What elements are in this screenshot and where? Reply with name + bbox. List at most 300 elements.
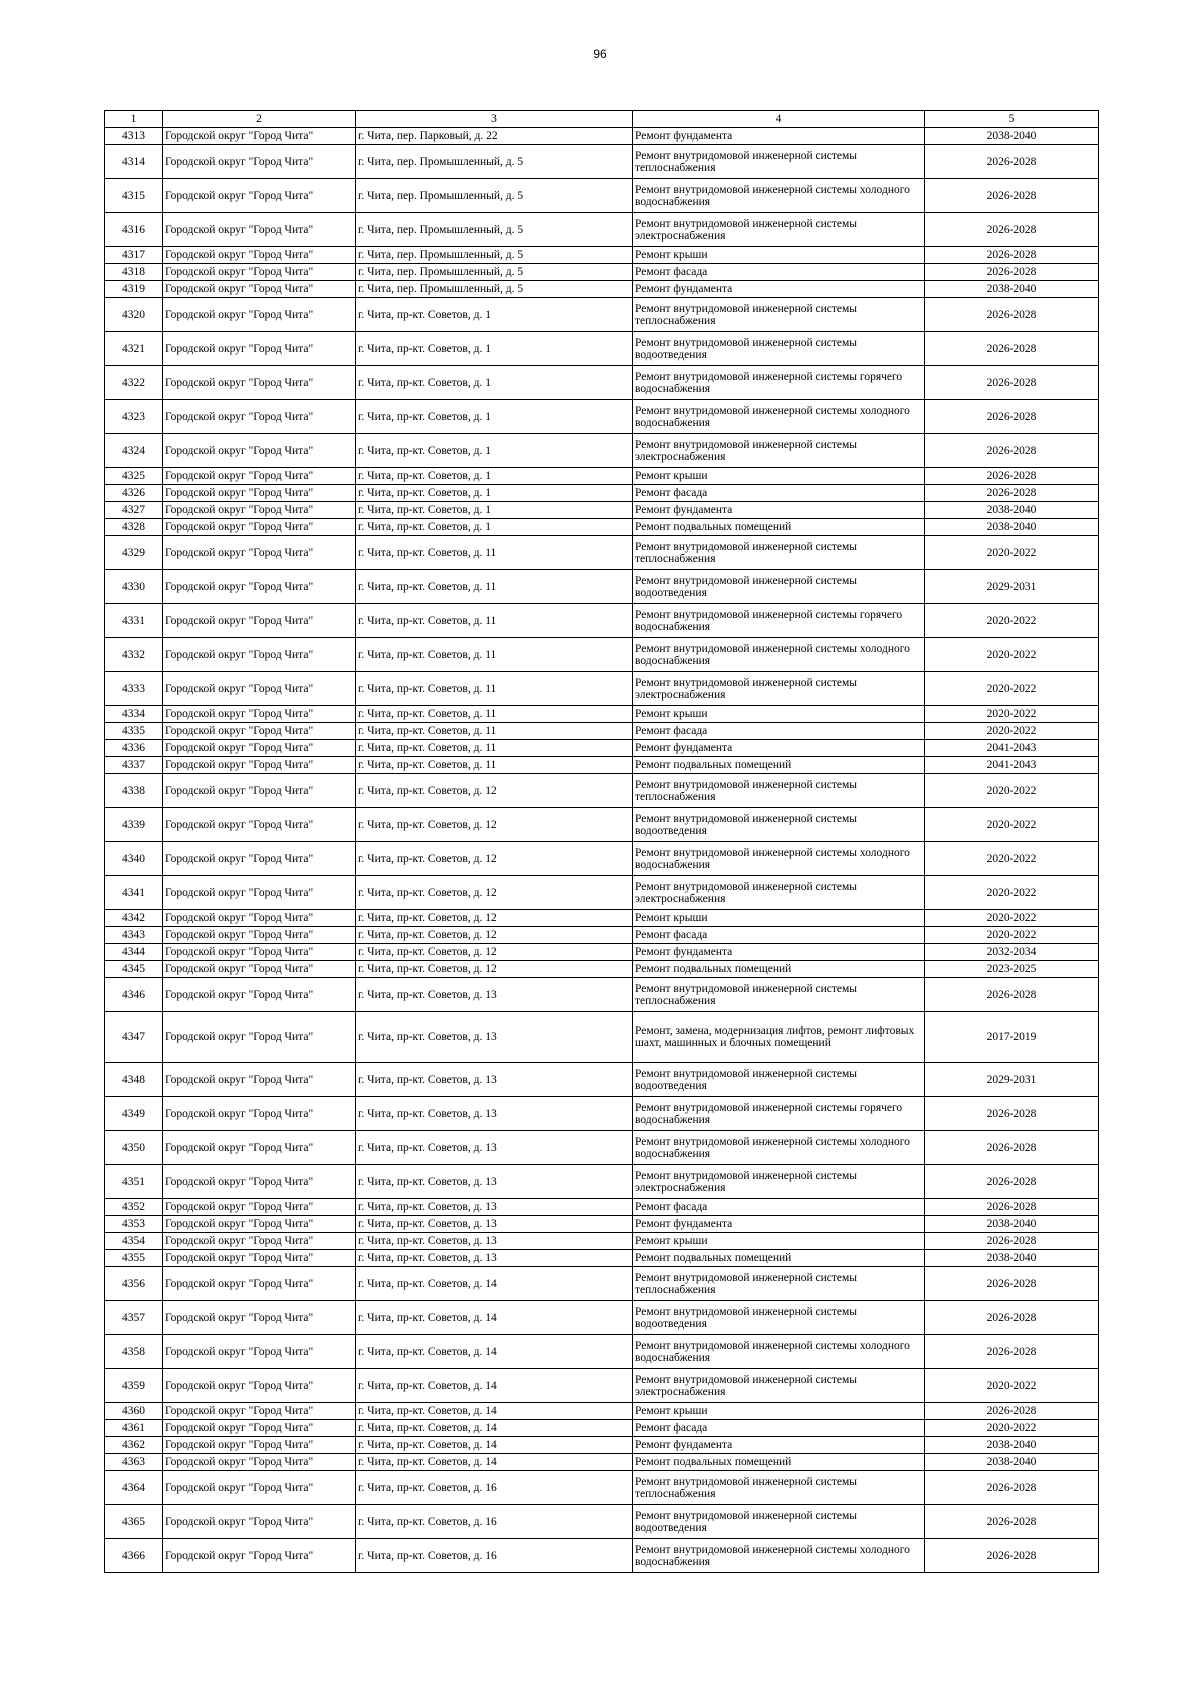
- row-number-cell: 4334: [105, 706, 163, 723]
- row-number-cell: 4337: [105, 757, 163, 774]
- period-cell: 2038-2040: [925, 519, 1099, 536]
- work-type-cell: Ремонт подвальных помещений: [633, 757, 925, 774]
- period-cell: 2041-2043: [925, 740, 1099, 757]
- work-type-cell: Ремонт фундамента: [633, 281, 925, 298]
- table-row: [105, 842, 1099, 876]
- municipality-cell: Городской округ "Город Чита": [163, 281, 356, 298]
- work-type-cell: Ремонт фасада: [633, 723, 925, 740]
- municipality-cell: Городской округ "Город Чита": [163, 536, 356, 570]
- column-header: 5: [925, 111, 1099, 128]
- work-type-cell: Ремонт крыши: [633, 468, 925, 485]
- table-row: [105, 604, 1099, 638]
- table-row: [105, 1420, 1099, 1437]
- row-number-cell: 4332: [105, 638, 163, 672]
- work-type-cell: Ремонт внутридомовой инженерной системы холодного водоснабжения: [633, 1539, 925, 1573]
- work-type-cell: Ремонт фундамента: [633, 1216, 925, 1233]
- work-type-cell: Ремонт фасада: [633, 264, 925, 281]
- municipality-cell: Городской округ "Город Чита": [163, 570, 356, 604]
- address-cell: г. Чита, пр-кт. Советов, д. 1: [356, 502, 633, 519]
- address-cell: г. Чита, пр-кт. Советов, д. 13: [356, 1131, 633, 1165]
- municipality-cell: Городской округ "Город Чита": [163, 1505, 356, 1539]
- address-cell: г. Чита, пр-кт. Советов, д. 11: [356, 536, 633, 570]
- row-number-cell: 4336: [105, 740, 163, 757]
- period-cell: 2026-2028: [925, 1233, 1099, 1250]
- table-row: [105, 1233, 1099, 1250]
- row-number-cell: 4355: [105, 1250, 163, 1267]
- work-type-cell: Ремонт фасада: [633, 1420, 925, 1437]
- table-row: [105, 332, 1099, 366]
- row-number-cell: 4318: [105, 264, 163, 281]
- table-row: [105, 757, 1099, 774]
- period-cell: 2020-2022: [925, 604, 1099, 638]
- row-number-cell: 4321: [105, 332, 163, 366]
- table-row: [105, 502, 1099, 519]
- municipality-cell: Городской округ "Город Чита": [163, 128, 356, 145]
- address-cell: г. Чита, пр-кт. Советов, д. 14: [356, 1420, 633, 1437]
- header-row: [105, 111, 1099, 128]
- work-type-cell: Ремонт внутридомовой инженерной системы теплоснабжения: [633, 1471, 925, 1505]
- row-number-cell: 4357: [105, 1301, 163, 1335]
- period-cell: 2026-2028: [925, 1471, 1099, 1505]
- municipality-cell: Городской округ "Город Чита": [163, 910, 356, 927]
- period-cell: 2026-2028: [925, 485, 1099, 502]
- table-row: [105, 570, 1099, 604]
- period-cell: 2026-2028: [925, 468, 1099, 485]
- address-cell: г. Чита, пр-кт. Советов, д. 12: [356, 876, 633, 910]
- address-cell: г. Чита, пр-кт. Советов, д. 12: [356, 808, 633, 842]
- municipality-cell: Городской округ "Город Чита": [163, 1199, 356, 1216]
- period-cell: 2041-2043: [925, 757, 1099, 774]
- row-number-cell: 4331: [105, 604, 163, 638]
- address-cell: г. Чита, пр-кт. Советов, д. 12: [356, 842, 633, 876]
- table-row: [105, 400, 1099, 434]
- table-row: [105, 264, 1099, 281]
- row-number-cell: 4358: [105, 1335, 163, 1369]
- work-type-cell: Ремонт подвальных помещений: [633, 519, 925, 536]
- address-cell: г. Чита, пр-кт. Советов, д. 11: [356, 723, 633, 740]
- row-number-cell: 4353: [105, 1216, 163, 1233]
- period-cell: 2020-2022: [925, 706, 1099, 723]
- row-number-cell: 4345: [105, 961, 163, 978]
- municipality-cell: Городской округ "Город Чита": [163, 366, 356, 400]
- work-type-cell: Ремонт фундамента: [633, 1437, 925, 1454]
- municipality-cell: Городской округ "Город Чита": [163, 604, 356, 638]
- municipality-cell: Городской округ "Город Чита": [163, 876, 356, 910]
- work-type-cell: Ремонт внутридомовой инженерной системы холодного водоснабжения: [633, 179, 925, 213]
- work-type-cell: Ремонт внутридомовой инженерной системы электроснабжения: [633, 1165, 925, 1199]
- period-cell: 2038-2040: [925, 128, 1099, 145]
- work-type-cell: Ремонт крыши: [633, 1233, 925, 1250]
- address-cell: г. Чита, пр-кт. Советов, д. 12: [356, 910, 633, 927]
- period-cell: 2026-2028: [925, 1505, 1099, 1539]
- table-row: [105, 1505, 1099, 1539]
- table-row: [105, 1216, 1099, 1233]
- period-cell: 2026-2028: [925, 247, 1099, 264]
- work-type-cell: Ремонт внутридомовой инженерной системы электроснабжения: [633, 213, 925, 247]
- municipality-cell: Городской округ "Город Чита": [163, 1471, 356, 1505]
- period-cell: 2038-2040: [925, 1250, 1099, 1267]
- period-cell: 2026-2028: [925, 213, 1099, 247]
- table-row: [105, 1097, 1099, 1131]
- table-row: [105, 1165, 1099, 1199]
- municipality-cell: Городской округ "Город Чита": [163, 247, 356, 264]
- work-type-cell: Ремонт, замена, модернизация лифтов, ремонт лифтовых шахт, машинных и блочных помещений: [633, 1012, 925, 1063]
- period-cell: 2026-2028: [925, 1335, 1099, 1369]
- address-cell: г. Чита, пр-кт. Советов, д. 13: [356, 1165, 633, 1199]
- period-cell: 2038-2040: [925, 1437, 1099, 1454]
- address-cell: г. Чита, пр-кт. Советов, д. 14: [356, 1403, 633, 1420]
- table-row: [105, 213, 1099, 247]
- address-cell: г. Чита, пр-кт. Советов, д. 14: [356, 1267, 633, 1301]
- period-cell: 2026-2028: [925, 978, 1099, 1012]
- period-cell: 2020-2022: [925, 536, 1099, 570]
- municipality-cell: Городской округ "Город Чита": [163, 1216, 356, 1233]
- work-type-cell: Ремонт внутридомовой инженерной системы горячего водоснабжения: [633, 604, 925, 638]
- municipality-cell: Городской округ "Город Чита": [163, 1131, 356, 1165]
- address-cell: г. Чита, пр-кт. Советов, д. 11: [356, 757, 633, 774]
- table-row: [105, 1471, 1099, 1505]
- address-cell: г. Чита, пр-кт. Советов, д. 1: [356, 468, 633, 485]
- table-row: [105, 468, 1099, 485]
- address-cell: г. Чита, пр-кт. Советов, д. 13: [356, 1233, 633, 1250]
- table-row: [105, 1131, 1099, 1165]
- row-number-cell: 4366: [105, 1539, 163, 1573]
- work-type-cell: Ремонт крыши: [633, 1403, 925, 1420]
- row-number-cell: 4335: [105, 723, 163, 740]
- row-number-cell: 4341: [105, 876, 163, 910]
- work-type-cell: Ремонт внутридомовой инженерной системы водоотведения: [633, 1301, 925, 1335]
- municipality-cell: Городской округ "Город Чита": [163, 1420, 356, 1437]
- table-row: [105, 723, 1099, 740]
- work-type-cell: Ремонт внутридомовой инженерной системы теплоснабжения: [633, 774, 925, 808]
- work-type-cell: Ремонт внутридомовой инженерной системы теплоснабжения: [633, 1267, 925, 1301]
- municipality-cell: Городской округ "Город Чита": [163, 502, 356, 519]
- municipality-cell: Городской округ "Город Чита": [163, 332, 356, 366]
- municipality-cell: Городской округ "Город Чита": [163, 740, 356, 757]
- municipality-cell: Городской округ "Город Чита": [163, 1369, 356, 1403]
- period-cell: 2038-2040: [925, 1454, 1099, 1471]
- municipality-cell: Городской округ "Город Чита": [163, 1250, 356, 1267]
- municipality-cell: Городской округ "Город Чита": [163, 485, 356, 502]
- address-cell: г. Чита, пер. Промышленный, д. 5: [356, 264, 633, 281]
- work-type-cell: Ремонт внутридомовой инженерной системы холодного водоснабжения: [633, 1335, 925, 1369]
- period-cell: 2026-2028: [925, 434, 1099, 468]
- address-cell: г. Чита, пер. Промышленный, д. 5: [356, 281, 633, 298]
- table-row: [105, 1335, 1099, 1369]
- row-number-cell: 4348: [105, 1063, 163, 1097]
- period-cell: 2026-2028: [925, 298, 1099, 332]
- period-cell: 2020-2022: [925, 1369, 1099, 1403]
- row-number-cell: 4320: [105, 298, 163, 332]
- period-cell: 2026-2028: [925, 1301, 1099, 1335]
- work-type-cell: Ремонт внутридомовой инженерной системы водоотведения: [633, 1063, 925, 1097]
- table-row: [105, 247, 1099, 264]
- work-type-cell: Ремонт внутридомовой инженерной системы теплоснабжения: [633, 145, 925, 179]
- row-number-cell: 4326: [105, 485, 163, 502]
- row-number-cell: 4346: [105, 978, 163, 1012]
- municipality-cell: Городской округ "Город Чита": [163, 1012, 356, 1063]
- row-number-cell: 4361: [105, 1420, 163, 1437]
- municipality-cell: Городской округ "Город Чита": [163, 774, 356, 808]
- row-number-cell: 4343: [105, 927, 163, 944]
- table-row: [105, 434, 1099, 468]
- address-cell: г. Чита, пр-кт. Советов, д. 1: [356, 298, 633, 332]
- period-cell: 2032-2034: [925, 944, 1099, 961]
- period-cell: 2026-2028: [925, 1403, 1099, 1420]
- municipality-cell: Городской округ "Город Чита": [163, 927, 356, 944]
- municipality-cell: Городской округ "Город Чита": [163, 213, 356, 247]
- municipality-cell: Городской округ "Город Чита": [163, 468, 356, 485]
- period-cell: 2020-2022: [925, 808, 1099, 842]
- municipality-cell: Городской округ "Город Чита": [163, 298, 356, 332]
- row-number-cell: 4339: [105, 808, 163, 842]
- address-cell: г. Чита, пер. Парковый, д. 22: [356, 128, 633, 145]
- municipality-cell: Городской округ "Город Чита": [163, 842, 356, 876]
- table-row: [105, 1437, 1099, 1454]
- address-cell: г. Чита, пр-кт. Советов, д. 11: [356, 570, 633, 604]
- table-row: [105, 774, 1099, 808]
- address-cell: г. Чита, пр-кт. Советов, д. 12: [356, 961, 633, 978]
- row-number-cell: 4360: [105, 1403, 163, 1420]
- row-number-cell: 4322: [105, 366, 163, 400]
- row-number-cell: 4328: [105, 519, 163, 536]
- address-cell: г. Чита, пр-кт. Советов, д. 13: [356, 978, 633, 1012]
- address-cell: г. Чита, пр-кт. Советов, д. 16: [356, 1471, 633, 1505]
- municipality-cell: Городской округ "Город Чита": [163, 1539, 356, 1573]
- work-type-cell: Ремонт фасада: [633, 485, 925, 502]
- table-row: [105, 1199, 1099, 1216]
- row-number-cell: 4323: [105, 400, 163, 434]
- municipality-cell: Городской округ "Город Чита": [163, 1301, 356, 1335]
- address-cell: г. Чита, пр-кт. Советов, д. 1: [356, 332, 633, 366]
- table-row: [105, 179, 1099, 213]
- table-row: [105, 1012, 1099, 1063]
- municipality-cell: Городской округ "Город Чита": [163, 400, 356, 434]
- table-row: [105, 298, 1099, 332]
- municipality-cell: Городской округ "Город Чита": [163, 1063, 356, 1097]
- period-cell: 2026-2028: [925, 179, 1099, 213]
- address-cell: г. Чита, пр-кт. Советов, д. 14: [356, 1369, 633, 1403]
- period-cell: 2026-2028: [925, 1097, 1099, 1131]
- work-type-cell: Ремонт внутридомовой инженерной системы электроснабжения: [633, 434, 925, 468]
- municipality-cell: Городской округ "Город Чита": [163, 1267, 356, 1301]
- work-type-cell: Ремонт внутридомовой инженерной системы теплоснабжения: [633, 298, 925, 332]
- address-cell: г. Чита, пр-кт. Советов, д. 11: [356, 740, 633, 757]
- period-cell: 2026-2028: [925, 1165, 1099, 1199]
- municipality-cell: Городской округ "Город Чита": [163, 519, 356, 536]
- row-number-cell: 4352: [105, 1199, 163, 1216]
- table-row: [105, 638, 1099, 672]
- municipality-cell: Городской округ "Город Чита": [163, 978, 356, 1012]
- row-number-cell: 4317: [105, 247, 163, 264]
- row-number-cell: 4344: [105, 944, 163, 961]
- row-number-cell: 4324: [105, 434, 163, 468]
- work-type-cell: Ремонт фундамента: [633, 944, 925, 961]
- row-number-cell: 4329: [105, 536, 163, 570]
- municipality-cell: Городской округ "Город Чита": [163, 723, 356, 740]
- table-row: [105, 672, 1099, 706]
- address-cell: г. Чита, пр-кт. Советов, д. 13: [356, 1063, 633, 1097]
- address-cell: г. Чита, пр-кт. Советов, д. 14: [356, 1454, 633, 1471]
- table-row: [105, 1454, 1099, 1471]
- work-type-cell: Ремонт внутридомовой инженерной системы теплоснабжения: [633, 978, 925, 1012]
- address-cell: г. Чита, пр-кт. Советов, д. 14: [356, 1301, 633, 1335]
- address-cell: г. Чита, пр-кт. Советов, д. 16: [356, 1539, 633, 1573]
- table-row: [105, 1539, 1099, 1573]
- period-cell: 2038-2040: [925, 1216, 1099, 1233]
- column-header: 4: [633, 111, 925, 128]
- page-number: 96: [593, 47, 607, 61]
- period-cell: 2026-2028: [925, 400, 1099, 434]
- table-row: [105, 1369, 1099, 1403]
- municipality-cell: Городской округ "Город Чита": [163, 1454, 356, 1471]
- row-number-cell: 4350: [105, 1131, 163, 1165]
- table-row: [105, 808, 1099, 842]
- work-type-cell: Ремонт подвальных помещений: [633, 961, 925, 978]
- address-cell: г. Чита, пр-кт. Советов, д. 11: [356, 604, 633, 638]
- address-cell: г. Чита, пр-кт. Советов, д. 12: [356, 927, 633, 944]
- municipality-cell: Городской округ "Город Чита": [163, 264, 356, 281]
- period-cell: 2020-2022: [925, 927, 1099, 944]
- address-cell: г. Чита, пр-кт. Советов, д. 11: [356, 638, 633, 672]
- address-cell: г. Чита, пр-кт. Советов, д. 13: [356, 1097, 633, 1131]
- work-type-cell: Ремонт внутридомовой инженерной системы холодного водоснабжения: [633, 400, 925, 434]
- address-cell: г. Чита, пр-кт. Советов, д. 1: [356, 366, 633, 400]
- table-row: [105, 961, 1099, 978]
- table-row: [105, 366, 1099, 400]
- address-cell: г. Чита, пр-кт. Советов, д. 1: [356, 400, 633, 434]
- table-row: [105, 1403, 1099, 1420]
- row-number-cell: 4313: [105, 128, 163, 145]
- row-number-cell: 4316: [105, 213, 163, 247]
- row-number-cell: 4364: [105, 1471, 163, 1505]
- municipality-cell: Городской округ "Город Чита": [163, 1097, 356, 1131]
- table-row: [105, 1063, 1099, 1097]
- period-cell: 2017-2019: [925, 1012, 1099, 1063]
- municipality-cell: Городской округ "Город Чита": [163, 1165, 356, 1199]
- row-number-cell: 4354: [105, 1233, 163, 1250]
- work-type-cell: Ремонт крыши: [633, 706, 925, 723]
- municipality-cell: Городской округ "Город Чита": [163, 961, 356, 978]
- table-row: [105, 536, 1099, 570]
- row-number-cell: 4327: [105, 502, 163, 519]
- table-row: [105, 485, 1099, 502]
- table-row: [105, 910, 1099, 927]
- period-cell: 2020-2022: [925, 638, 1099, 672]
- address-cell: г. Чита, пр-кт. Советов, д. 13: [356, 1250, 633, 1267]
- period-cell: 2029-2031: [925, 1063, 1099, 1097]
- row-number-cell: 4365: [105, 1505, 163, 1539]
- table-row: [105, 1250, 1099, 1267]
- address-cell: г. Чита, пр-кт. Советов, д. 11: [356, 706, 633, 723]
- municipality-cell: Городской округ "Город Чита": [163, 672, 356, 706]
- row-number-cell: 4315: [105, 179, 163, 213]
- address-cell: г. Чита, пер. Промышленный, д. 5: [356, 145, 633, 179]
- row-number-cell: 4342: [105, 910, 163, 927]
- municipality-cell: Городской округ "Город Чита": [163, 1403, 356, 1420]
- row-number-cell: 4363: [105, 1454, 163, 1471]
- work-type-cell: Ремонт подвальных помещений: [633, 1454, 925, 1471]
- row-number-cell: 4330: [105, 570, 163, 604]
- column-header: 1: [105, 111, 163, 128]
- work-type-cell: Ремонт внутридомовой инженерной системы водоотведения: [633, 808, 925, 842]
- row-number-cell: 4356: [105, 1267, 163, 1301]
- address-cell: г. Чита, пр-кт. Советов, д. 1: [356, 519, 633, 536]
- work-type-cell: Ремонт крыши: [633, 910, 925, 927]
- row-number-cell: 4349: [105, 1097, 163, 1131]
- municipality-cell: Городской округ "Город Чита": [163, 706, 356, 723]
- period-cell: 2026-2028: [925, 145, 1099, 179]
- period-cell: 2023-2025: [925, 961, 1099, 978]
- work-type-cell: Ремонт крыши: [633, 247, 925, 264]
- table-row: [105, 128, 1099, 145]
- work-type-cell: Ремонт фундамента: [633, 128, 925, 145]
- municipality-cell: Городской округ "Город Чита": [163, 638, 356, 672]
- period-cell: 2020-2022: [925, 1420, 1099, 1437]
- address-cell: г. Чита, пр-кт. Советов, д. 16: [356, 1505, 633, 1539]
- work-type-cell: Ремонт фасада: [633, 927, 925, 944]
- address-cell: г. Чита, пр-кт. Советов, д. 13: [356, 1012, 633, 1063]
- address-cell: г. Чита, пер. Промышленный, д. 5: [356, 179, 633, 213]
- work-type-cell: Ремонт внутридомовой инженерной системы электроснабжения: [633, 1369, 925, 1403]
- municipality-cell: Городской округ "Город Чита": [163, 1233, 356, 1250]
- municipality-cell: Городской округ "Город Чита": [163, 757, 356, 774]
- work-type-cell: Ремонт внутридомовой инженерной системы электроснабжения: [633, 876, 925, 910]
- period-cell: 2020-2022: [925, 723, 1099, 740]
- row-number-cell: 4333: [105, 672, 163, 706]
- municipality-cell: Городской округ "Город Чита": [163, 1335, 356, 1369]
- row-number-cell: 4340: [105, 842, 163, 876]
- work-type-cell: Ремонт внутридомовой инженерной системы электроснабжения: [633, 672, 925, 706]
- period-cell: 2026-2028: [925, 264, 1099, 281]
- work-type-cell: Ремонт внутридомовой инженерной системы горячего водоснабжения: [633, 366, 925, 400]
- address-cell: г. Чита, пр-кт. Советов, д. 13: [356, 1216, 633, 1233]
- table-row: [105, 1267, 1099, 1301]
- work-type-cell: Ремонт фундамента: [633, 740, 925, 757]
- address-cell: г. Чита, пер. Промышленный, д. 5: [356, 213, 633, 247]
- address-cell: г. Чита, пр-кт. Советов, д. 1: [356, 485, 633, 502]
- table-row: [105, 145, 1099, 179]
- table-row: [105, 706, 1099, 723]
- address-cell: г. Чита, пр-кт. Советов, д. 13: [356, 1199, 633, 1216]
- work-type-cell: Ремонт внутридомовой инженерной системы теплоснабжения: [633, 536, 925, 570]
- work-type-cell: Ремонт подвальных помещений: [633, 1250, 925, 1267]
- table-row: [105, 281, 1099, 298]
- row-number-cell: 4325: [105, 468, 163, 485]
- municipality-cell: Городской округ "Город Чита": [163, 944, 356, 961]
- address-cell: г. Чита, пр-кт. Советов, д. 14: [356, 1335, 633, 1369]
- row-number-cell: 4362: [105, 1437, 163, 1454]
- table-row: [105, 519, 1099, 536]
- municipality-cell: Городской округ "Город Чита": [163, 179, 356, 213]
- table-row: [105, 740, 1099, 757]
- period-cell: 2026-2028: [925, 1199, 1099, 1216]
- municipality-cell: Городской округ "Город Чита": [163, 1437, 356, 1454]
- period-cell: 2038-2040: [925, 502, 1099, 519]
- address-cell: г. Чита, пр-кт. Советов, д. 12: [356, 774, 633, 808]
- period-cell: 2020-2022: [925, 774, 1099, 808]
- column-header: 2: [163, 111, 356, 128]
- row-number-cell: 4319: [105, 281, 163, 298]
- address-cell: г. Чита, пер. Промышленный, д. 5: [356, 247, 633, 264]
- address-cell: г. Чита, пр-кт. Советов, д. 12: [356, 944, 633, 961]
- work-type-cell: Ремонт внутридомовой инженерной системы холодного водоснабжения: [633, 842, 925, 876]
- table-row: [105, 927, 1099, 944]
- row-number-cell: 4359: [105, 1369, 163, 1403]
- column-header: 3: [356, 111, 633, 128]
- municipality-cell: Городской округ "Город Чита": [163, 434, 356, 468]
- period-cell: 2038-2040: [925, 281, 1099, 298]
